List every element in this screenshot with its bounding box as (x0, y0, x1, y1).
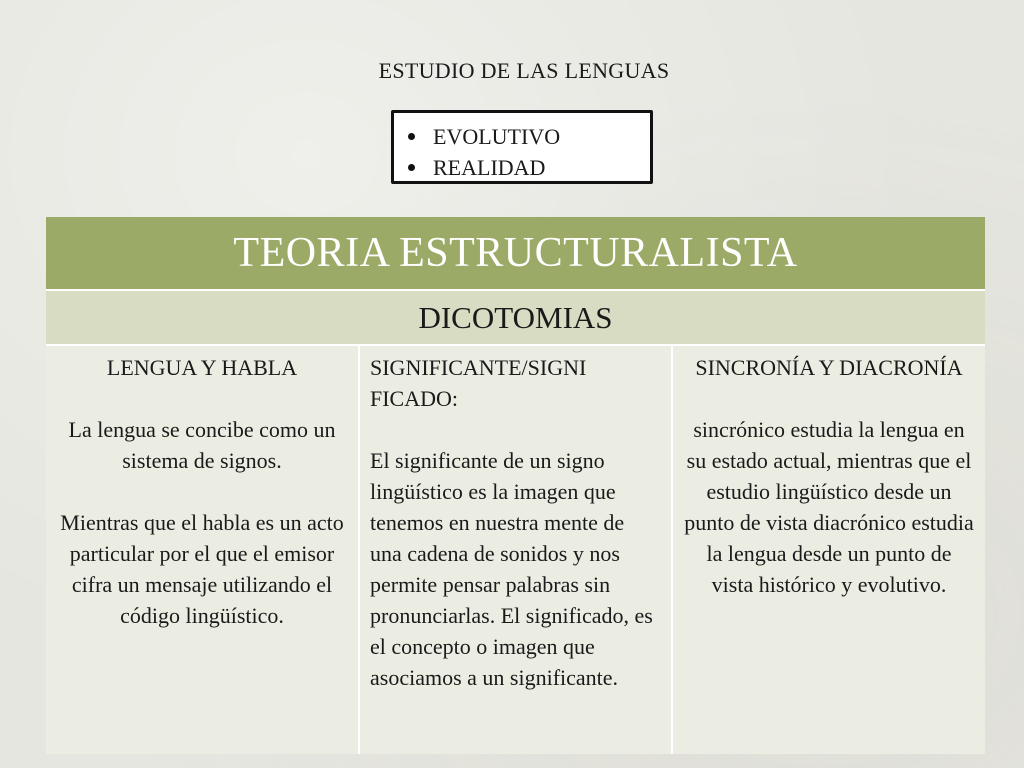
bullet-item (408, 121, 650, 152)
table-subheader: DICOTOMIAS (46, 290, 985, 345)
column-paragraph: Mientras que el habla es un acto particular por el que el emisor cifra un mensaje utilizando el código lingüístico. (60, 510, 344, 628)
column-heading: SINCRONÍA Y DIACRONÍA (695, 355, 963, 380)
table-header: TEORIA ESTRUCTURALISTA (46, 217, 985, 290)
column-heading: SIGNIFICANTE/SIGNI FICADO: (370, 355, 587, 411)
bullet-list (394, 113, 650, 183)
column-paragraph: La lengua se concibe como un sistema de signos. (68, 417, 336, 473)
column-significante-significado (359, 345, 672, 754)
column-sincronia-diacronia (672, 345, 985, 754)
slide-title: ESTUDIO DE LAS LENGUAS (378, 58, 670, 83)
column-lengua-habla (46, 345, 359, 754)
dicotomias-table (46, 217, 985, 754)
table-subheader-row (46, 290, 985, 345)
bullet-text: EVOLUTIVO (433, 124, 561, 149)
table-content-row (46, 345, 985, 754)
bullet-box (391, 110, 653, 184)
table-header-row (46, 217, 985, 290)
bullet-dot-icon (408, 133, 415, 140)
bullet-dot-icon (408, 164, 415, 171)
bullet-item (408, 152, 650, 183)
column-heading: LENGUA Y HABLA (106, 355, 298, 380)
bullet-text: REALIDAD (433, 155, 546, 180)
column-paragraph: El significante de un signo lingüístico es la imagen que tenemos en nuestra mente de una cadena de sonidos y nos permite pensar palabras sin pronunciarlas. El significado, es el concepto o imagen que asociamos a un significante. (370, 448, 653, 690)
column-paragraph: sincrónico estudia la lengua en su estado actual, mientras que el estudio lingüístico desde un punto de vista diacrónico estudia la lengua desde un punto de vista histórico y evolutivo. (684, 417, 974, 597)
